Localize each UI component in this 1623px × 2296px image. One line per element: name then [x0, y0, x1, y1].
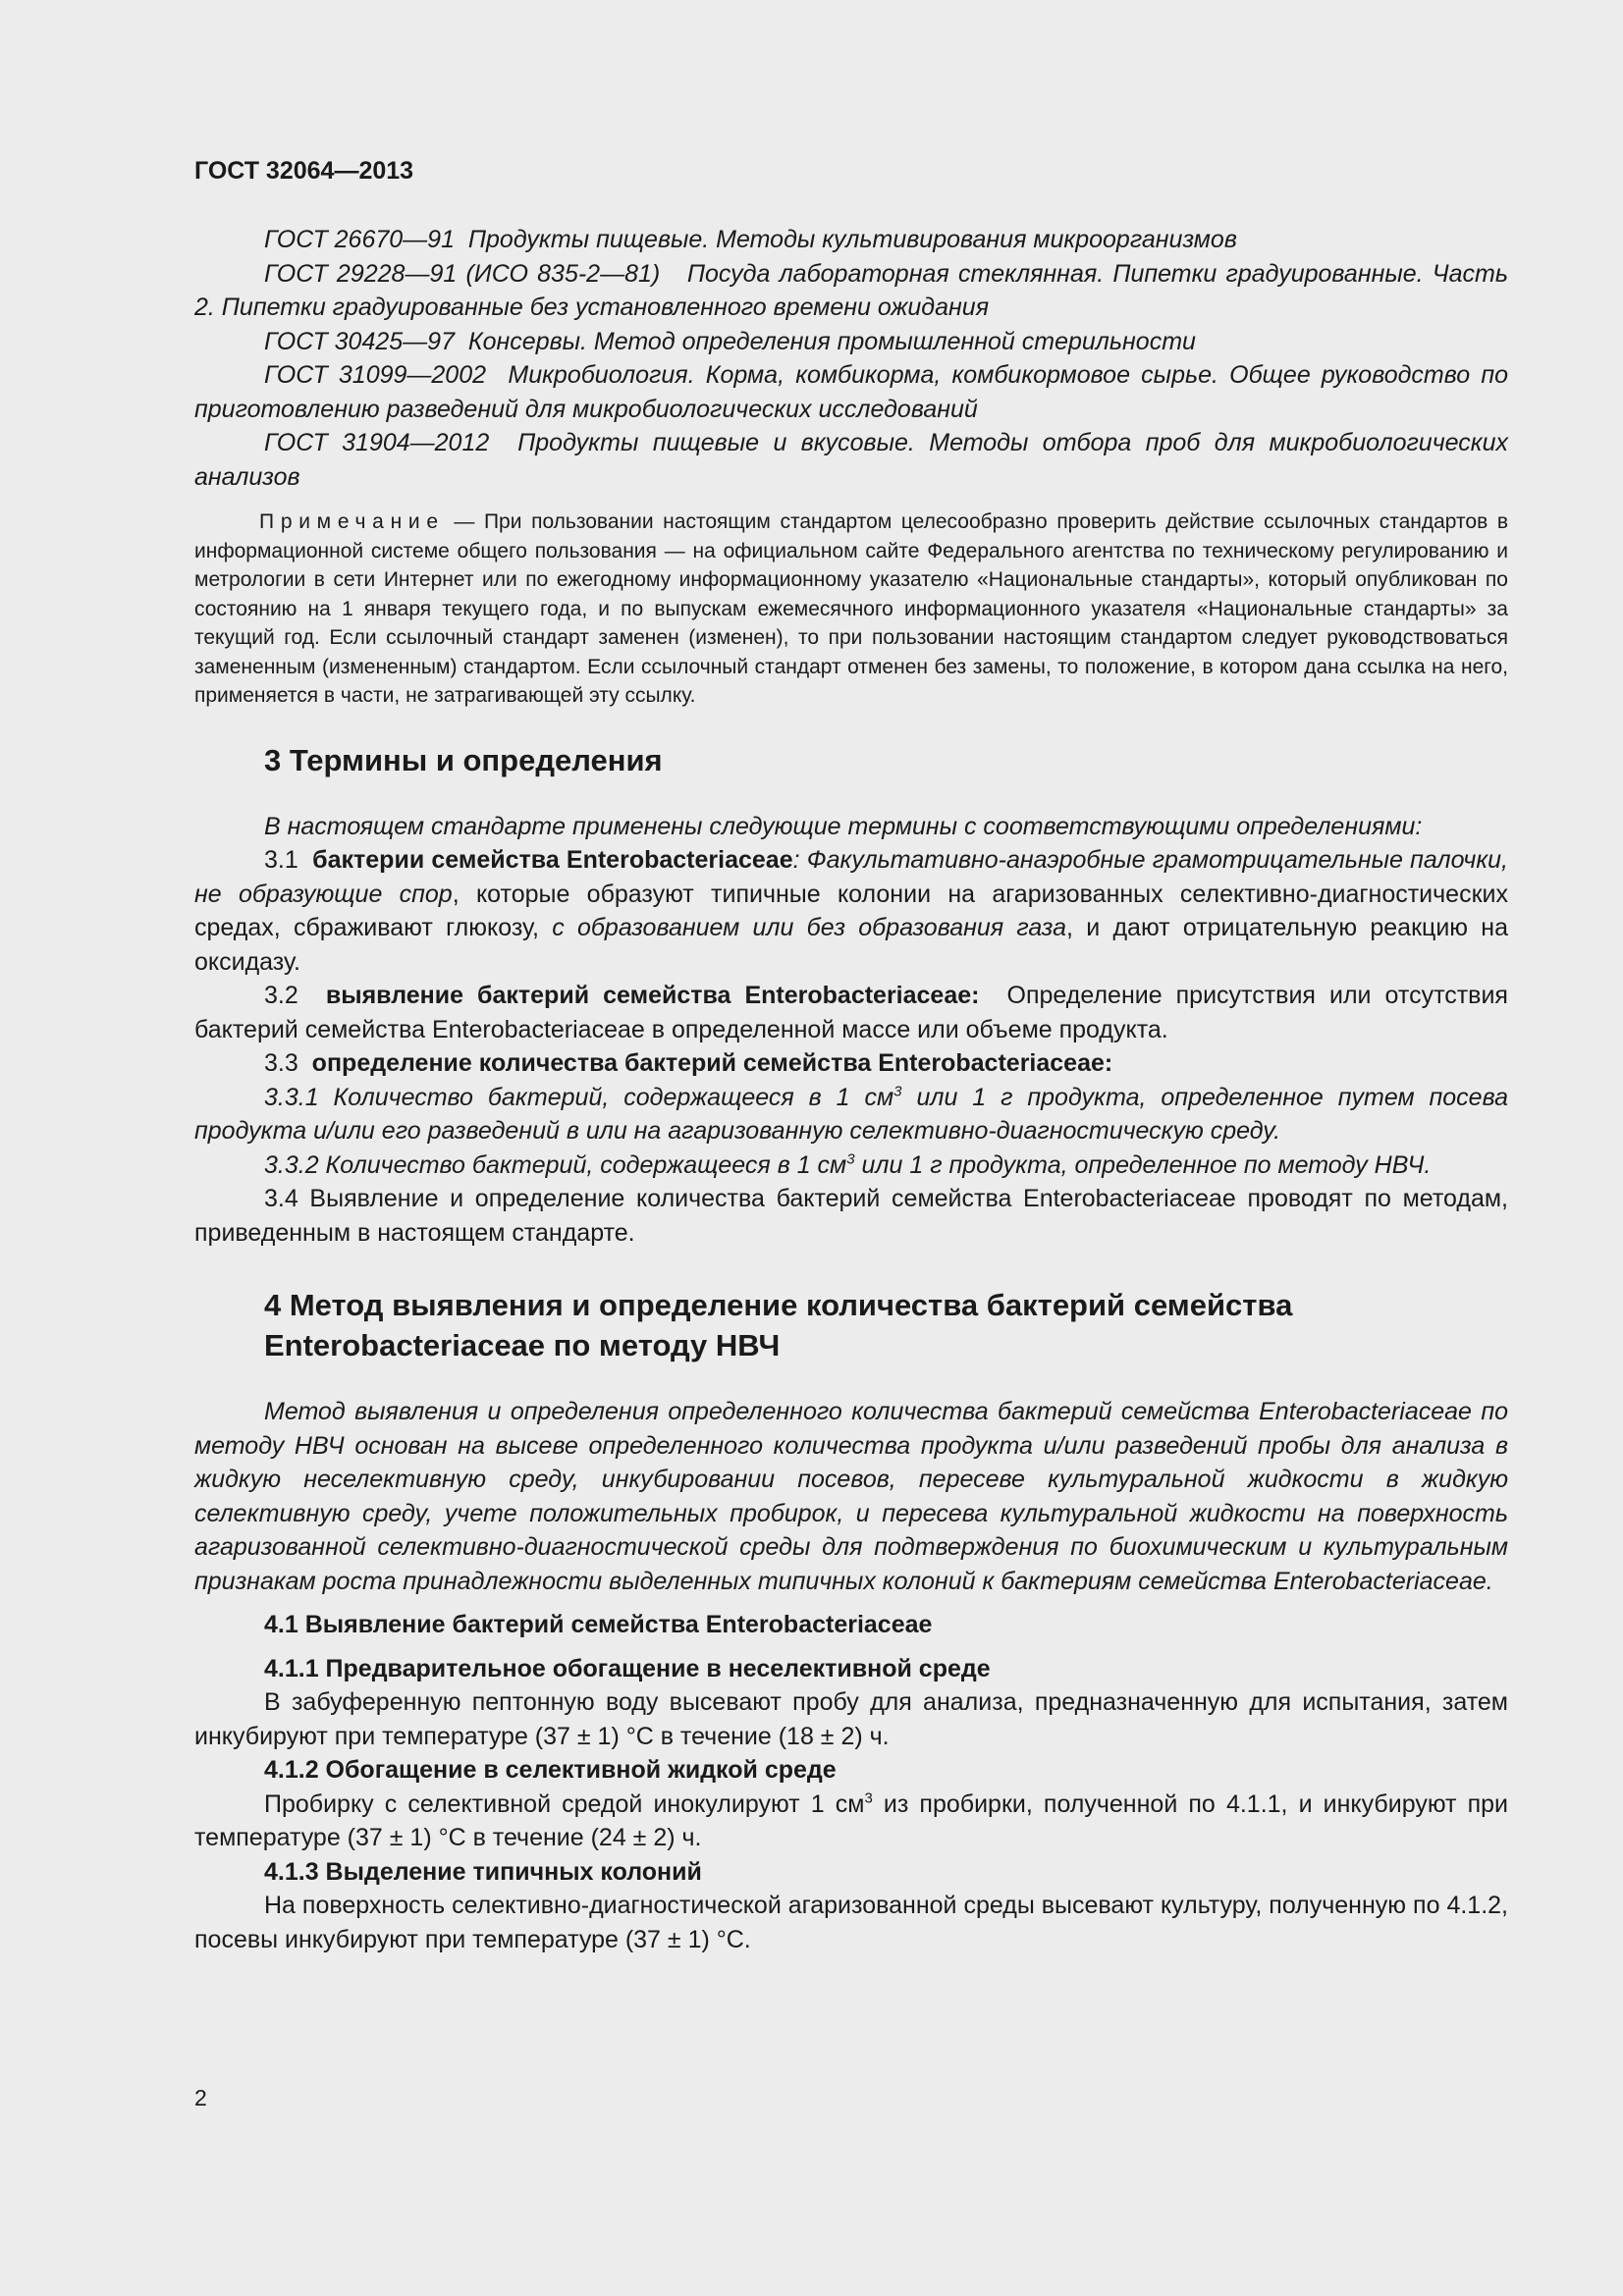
reference-item	[194, 223, 1508, 257]
paragraph-text: Пробирку с селективной средой инокулируют 1 см	[264, 1789, 865, 1818]
term-definition-italic: Факультативно-анаэробные грамотрицательные палочки, не образующие спор	[194, 846, 1508, 908]
subsection-4-1-3-heading: 4.1.3 Выделение типичных колоний	[264, 1857, 702, 1886]
reference-item	[194, 426, 1508, 494]
term-name: определение количества бактерий семейства Enterobacteriaceae:	[311, 1049, 1113, 1077]
reference-item	[194, 325, 1508, 359]
term-3-3	[194, 1046, 1508, 1081]
term-definition: или 1 г продукта, определенное по методу НВЧ.	[861, 1150, 1432, 1179]
reference-code: ГОСТ 26670—91	[264, 226, 455, 253]
note-text: — При пользовании настоящим стандартом целесообразно проверить действие ссылочных стандартов в информационной системе общего пользования — на официальном сайте Федерального агентства по техническому регулированию и метрологии в сети Интернет или по ежегодному информационному указателю «Национальные стандарты», который опубликован по состоянию на 1 января текущего года, и по выпускам ежемесячного информационного указателя «Национальные стандарты» за текущий год. Если ссылочный стандарт заменен (изменен), то при пользовании настоящим стандартом следует руководствоваться замененным (измененным) стандартом. Если ссылочный стандарт отменен без замены, то положение, в котором дана ссылка на него, применяется в части, не затрагивающей эту ссылку.	[194, 510, 1508, 707]
term-number: 3.2	[264, 982, 298, 1009]
subsection-4-1-heading: 4.1 Выявление бактерий семейства Enterobacteriaceae	[264, 1611, 933, 1638]
term-3-3-2	[194, 1148, 1508, 1183]
term-definition: , которые образуют типичные колонии на агаризованных селективно-диагностических средах, сбраживают глюкозу,	[194, 880, 1508, 941]
term-definition-italic: с образованием или без образования газа	[552, 914, 1067, 941]
subsection-4-1-1-text: В забуференную пептонную воду высевают пробу для анализа, предназначенную для испытания, затем инкубируют при температуре (37 ± 1) °С в течение (18 ± 2) ч.	[194, 1688, 1508, 1750]
term-definition: , и дают отрицательную реакцию на оксидазу.	[194, 914, 1508, 976]
subsection-4-1-2-heading: 4.1.2 Обогащение в селективной жидкой среде	[264, 1756, 837, 1784]
superscript: 3	[864, 1789, 873, 1807]
reference-title: Посуда лабораторная стеклянная. Пипетки градуированные. Часть 2. Пипетки градуированные без установленного времени ожидания	[194, 259, 1509, 321]
reference-item	[194, 358, 1508, 426]
reference-title: Продукты пищевые. Методы культивирования микроорганизмов	[467, 226, 1237, 253]
subsection-4-1-2-text	[194, 1788, 1508, 1855]
term-3-4: 3.4 Выявление и определение количества бактерий семейства Enterobacteriaceae проводят по методам, приведенным в настоящем стандарте.	[194, 1185, 1508, 1247]
term-name: выявление бактерий семейства Enterobacteriaceae:	[325, 982, 980, 1009]
reference-code: ГОСТ 30425—97	[264, 327, 455, 355]
reference-title: Продукты пищевые и вкусовые. Методы отбора проб для микробиологических анализов	[194, 429, 1508, 491]
superscript: 3	[846, 1150, 855, 1168]
reference-code: ГОСТ 31099—2002	[264, 361, 487, 389]
term-definition: или 1 г продукта, определенное путем посева продукта и/или его разведений в или на агаризованную селективно-диагностическую среду.	[194, 1083, 1508, 1145]
superscript: 3	[893, 1083, 902, 1100]
term-definition: 3.3.1 Количество бактерий, содержащееся в 1 см	[264, 1083, 894, 1111]
term-definition: Определение присутствия или отсутствия бактерий семейства Enterobacteriaceae в определенной массе или объеме продукта.	[194, 982, 1508, 1043]
document-header: ГОСТ 32064—2013	[194, 157, 414, 185]
term-3-1	[194, 843, 1508, 979]
subsection-4-1-3-text: На поверхность селективно-диагностической агаризованной среды высевают культуру, полученную по 4.1.2, посевы инкубируют при температуре (37 ± 1) °С.	[194, 1892, 1508, 1953]
reference-code: ГОСТ 29228—91 (ИСО 835-2—81)	[264, 259, 661, 288]
term-3-2	[194, 979, 1508, 1046]
paragraph-text: из пробирки, полученной по 4.1.1, и инкубируют при температуре (37 ± 1) °С в течение (24 ± 2) ч.	[194, 1789, 1508, 1851]
section-3-heading: 3 Термины и определения	[264, 742, 663, 777]
note-paragraph	[194, 507, 1508, 711]
reference-item	[194, 257, 1508, 325]
reference-title: Микробиология. Корма, комбикорма, комбикормовое сырье. Общее руководство по приготовлению разведений для микробиологических исследований	[194, 361, 1508, 423]
reference-title: Консервы. Метод определения промышленной стерильности	[467, 327, 1196, 355]
reference-code: ГОСТ 31904—2012	[264, 429, 490, 456]
term-3-3-1	[194, 1081, 1508, 1148]
page-content	[194, 157, 1508, 1956]
page-number: 2	[194, 2085, 207, 2110]
section-4-heading-line: 4 Метод выявления и определение количества бактерий семейства	[264, 1288, 1293, 1322]
section-3-intro: В настоящем стандарте применены следующие термины с соответствующими определениями:	[264, 812, 1423, 840]
section-4-heading	[194, 1285, 1508, 1365]
section-4-heading-line: Enterobacteriaceae по методу НВЧ	[264, 1328, 781, 1362]
note-label: Примечание	[259, 510, 445, 533]
term-definition: 3.3.2 Количество бактерий, содержащееся в 1 см	[264, 1150, 847, 1179]
term-number: 3.3	[264, 1049, 298, 1077]
term-number: 3.1	[264, 846, 298, 874]
subsection-4-1-1-heading: 4.1.1 Предварительное обогащение в неселективной среде	[264, 1654, 991, 1682]
term-colon: :	[792, 846, 800, 874]
section-4-intro: Метод выявления и определения определенного количества бактерий семейства Enterobacteriaceae по методу НВЧ основан на высеве определенного количества продукта и/или разведений пробы для анализа в жидкую неселективную среду, инкубировании посевов, пересеве культуральной жидкости в жидкую селективную среду, учете положительных пробирок, и пересева культуральной жидкости на поверхность агаризованной селективно-диагностической среды для подтверждения по биохимическим и культуральным признакам роста принадлежности выделенных типичных колоний к бактериям семейства Enterobacteriaceae.	[194, 1398, 1508, 1595]
term-name: бактерии семейства Enterobacteriaceae	[312, 846, 793, 874]
